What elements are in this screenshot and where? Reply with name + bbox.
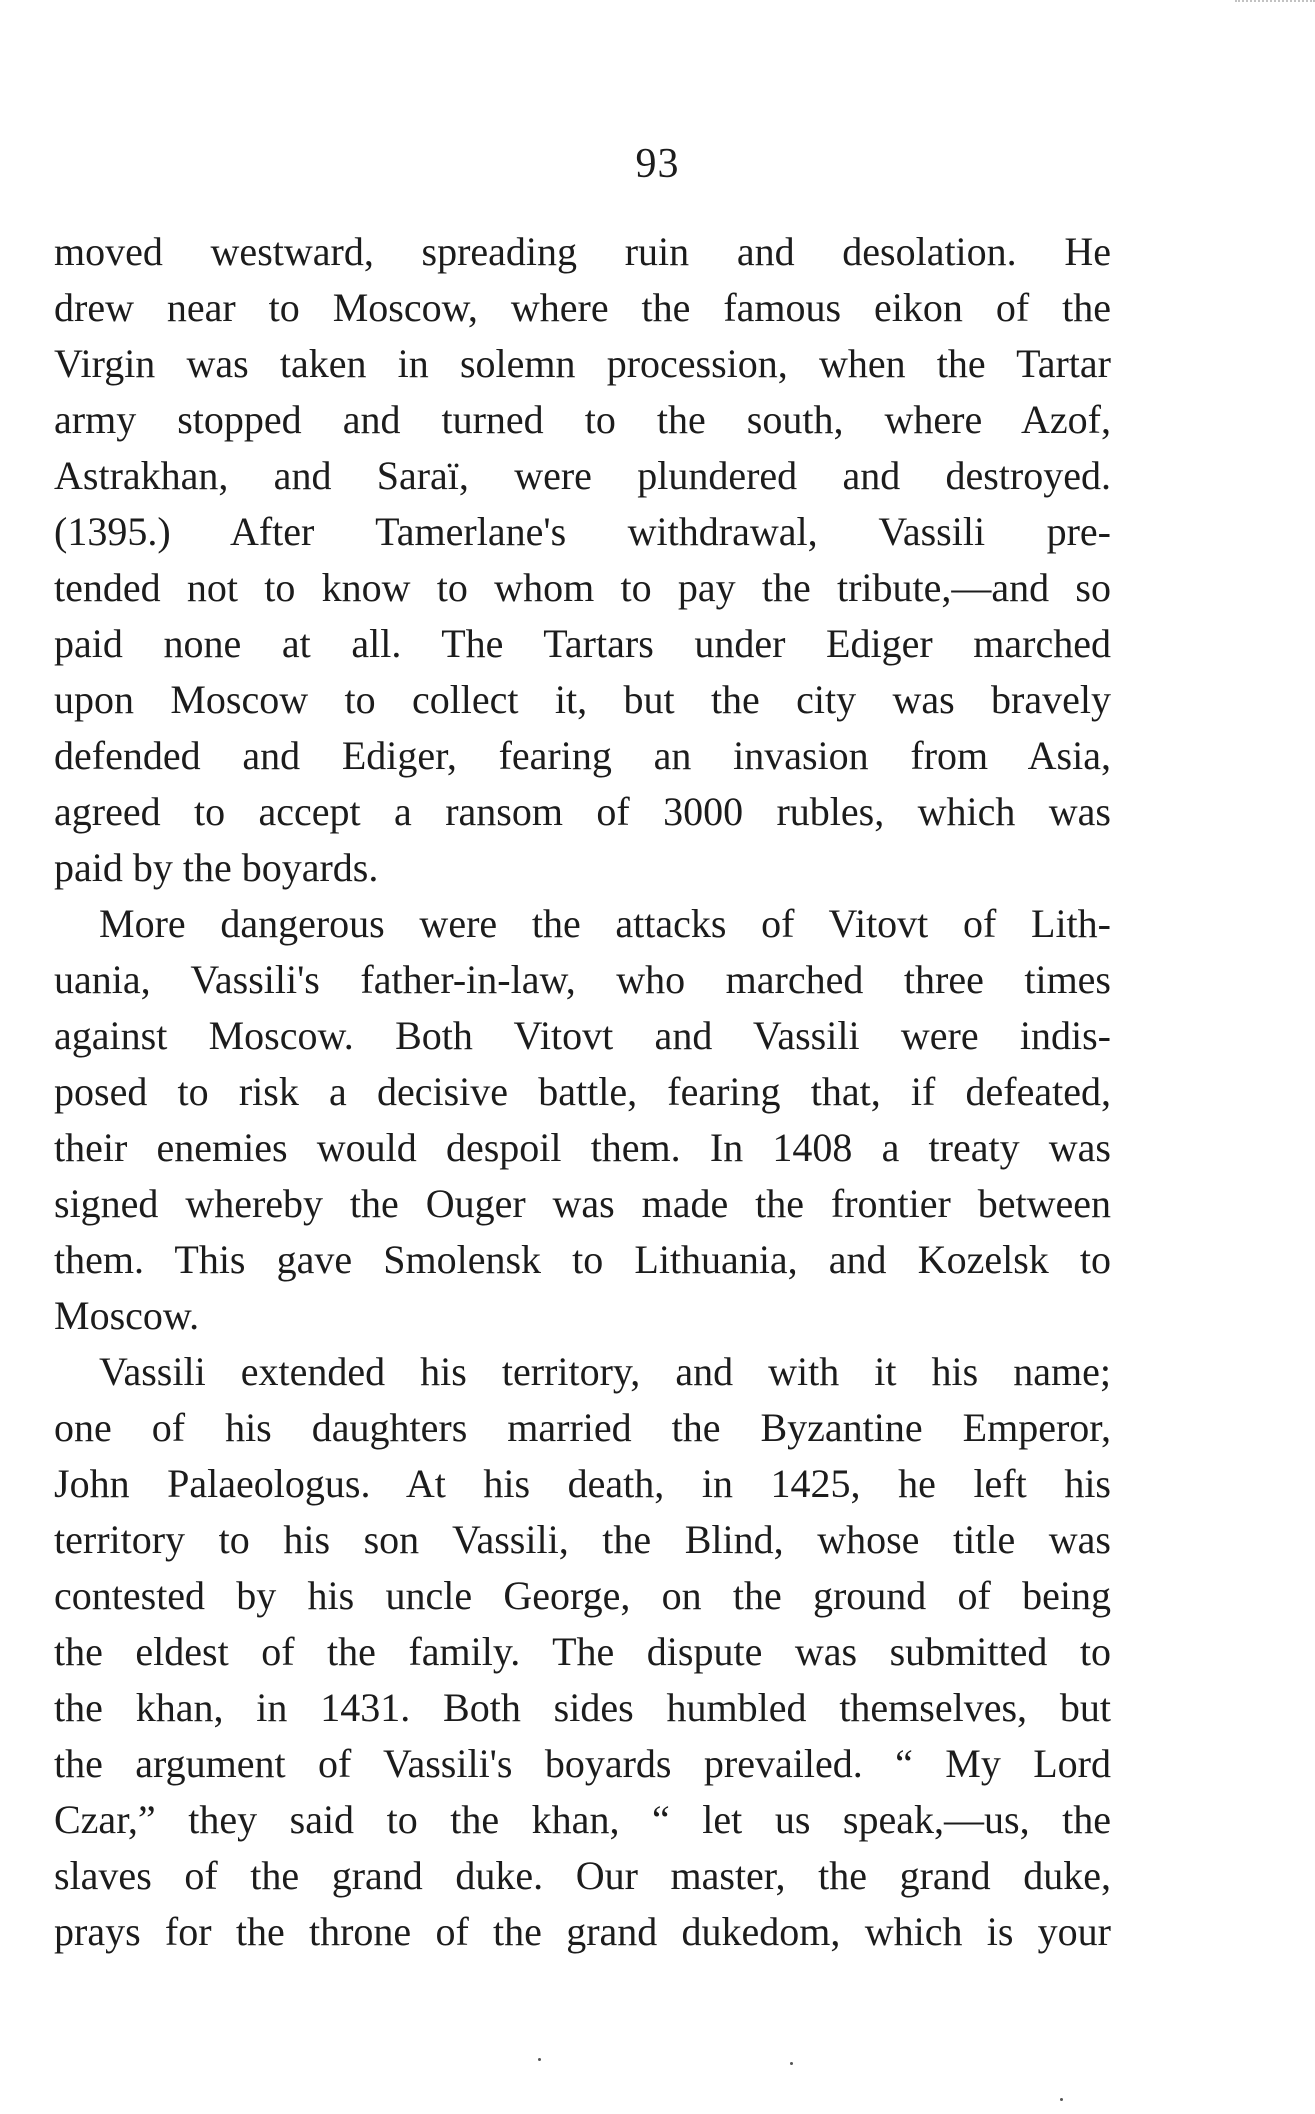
scan-speck	[790, 2062, 793, 2065]
text-line: their enemies would despoil them. In 1408 a treaty was	[54, 1125, 1111, 1170]
text-line: the eldest of the family. The dispute was submitted to	[54, 1629, 1111, 1674]
text-line: John Palaeologus. At his death, in 1425, he left his	[54, 1461, 1111, 1506]
text-line: slaves of the grand duke. Our master, the grand duke,	[54, 1853, 1111, 1898]
text-line: drew near to Moscow, where the famous eikon of the	[54, 285, 1111, 330]
text-line: territory to his son Vassili, the Blind, whose title was	[54, 1517, 1111, 1562]
text-line: uania, Vassili's father-in-law, who marched three times	[54, 957, 1111, 1002]
text-line: the argument of Vassili's boyards prevailed. “ My Lord	[54, 1741, 1111, 1786]
text-line: one of his daughters married the Byzantine Emperor,	[54, 1405, 1111, 1450]
text-line: paid by the boyards.	[54, 845, 379, 890]
text-line: contested by his uncle George, on the ground of being	[54, 1573, 1111, 1618]
text-line: the khan, in 1431. Both sides humbled themselves, but	[54, 1685, 1111, 1730]
text-line: Vassili extended his territory, and with it his name;	[99, 1349, 1111, 1394]
text-line: Moscow.	[54, 1293, 200, 1338]
scan-speck	[538, 2058, 541, 2061]
text-line: Astrakhan, and Saraï, were plundered and destroyed.	[54, 453, 1111, 498]
text-line: More dangerous were the attacks of Vitovt of Lith-	[99, 901, 1111, 946]
text-line: defended and Ediger, fearing an invasion from Asia,	[54, 733, 1111, 778]
text-line: tended not to know to whom to pay the tribute,—and so	[54, 565, 1111, 610]
page-number: 93	[635, 141, 680, 187]
text-line: prays for the throne of the grand dukedom, which is your	[54, 1909, 1111, 1954]
body-text	[54, 224, 1111, 1960]
text-line: army stopped and turned to the south, where Azof,	[54, 397, 1111, 442]
text-line: signed whereby the Ouger was made the frontier between	[54, 1181, 1111, 1226]
text-line: moved westward, spreading ruin and desolation. He	[54, 229, 1111, 274]
scan-edge-mark	[1235, 0, 1315, 8]
text-line: (1395.) After Tamerlane's withdrawal, Vassili pre-	[54, 509, 1111, 554]
scan-speck	[1060, 2098, 1063, 2101]
text-line: them. This gave Smolensk to Lithuania, and Kozelsk to	[54, 1237, 1111, 1282]
text-line: against Moscow. Both Vitovt and Vassili were indis-	[54, 1013, 1111, 1058]
text-line: posed to risk a decisive battle, fearing that, if defeated,	[54, 1069, 1111, 1114]
text-line: agreed to accept a ransom of 3000 rubles, which was	[54, 789, 1111, 834]
text-line: paid none at all. The Tartars under Ediger marched	[54, 621, 1111, 666]
text-line: upon Moscow to collect it, but the city was bravely	[54, 677, 1111, 722]
text-line: Virgin was taken in solemn procession, when the Tartar	[54, 341, 1111, 386]
text-line: Czar,” they said to the khan, “ let us speak,—us, the	[54, 1797, 1111, 1842]
